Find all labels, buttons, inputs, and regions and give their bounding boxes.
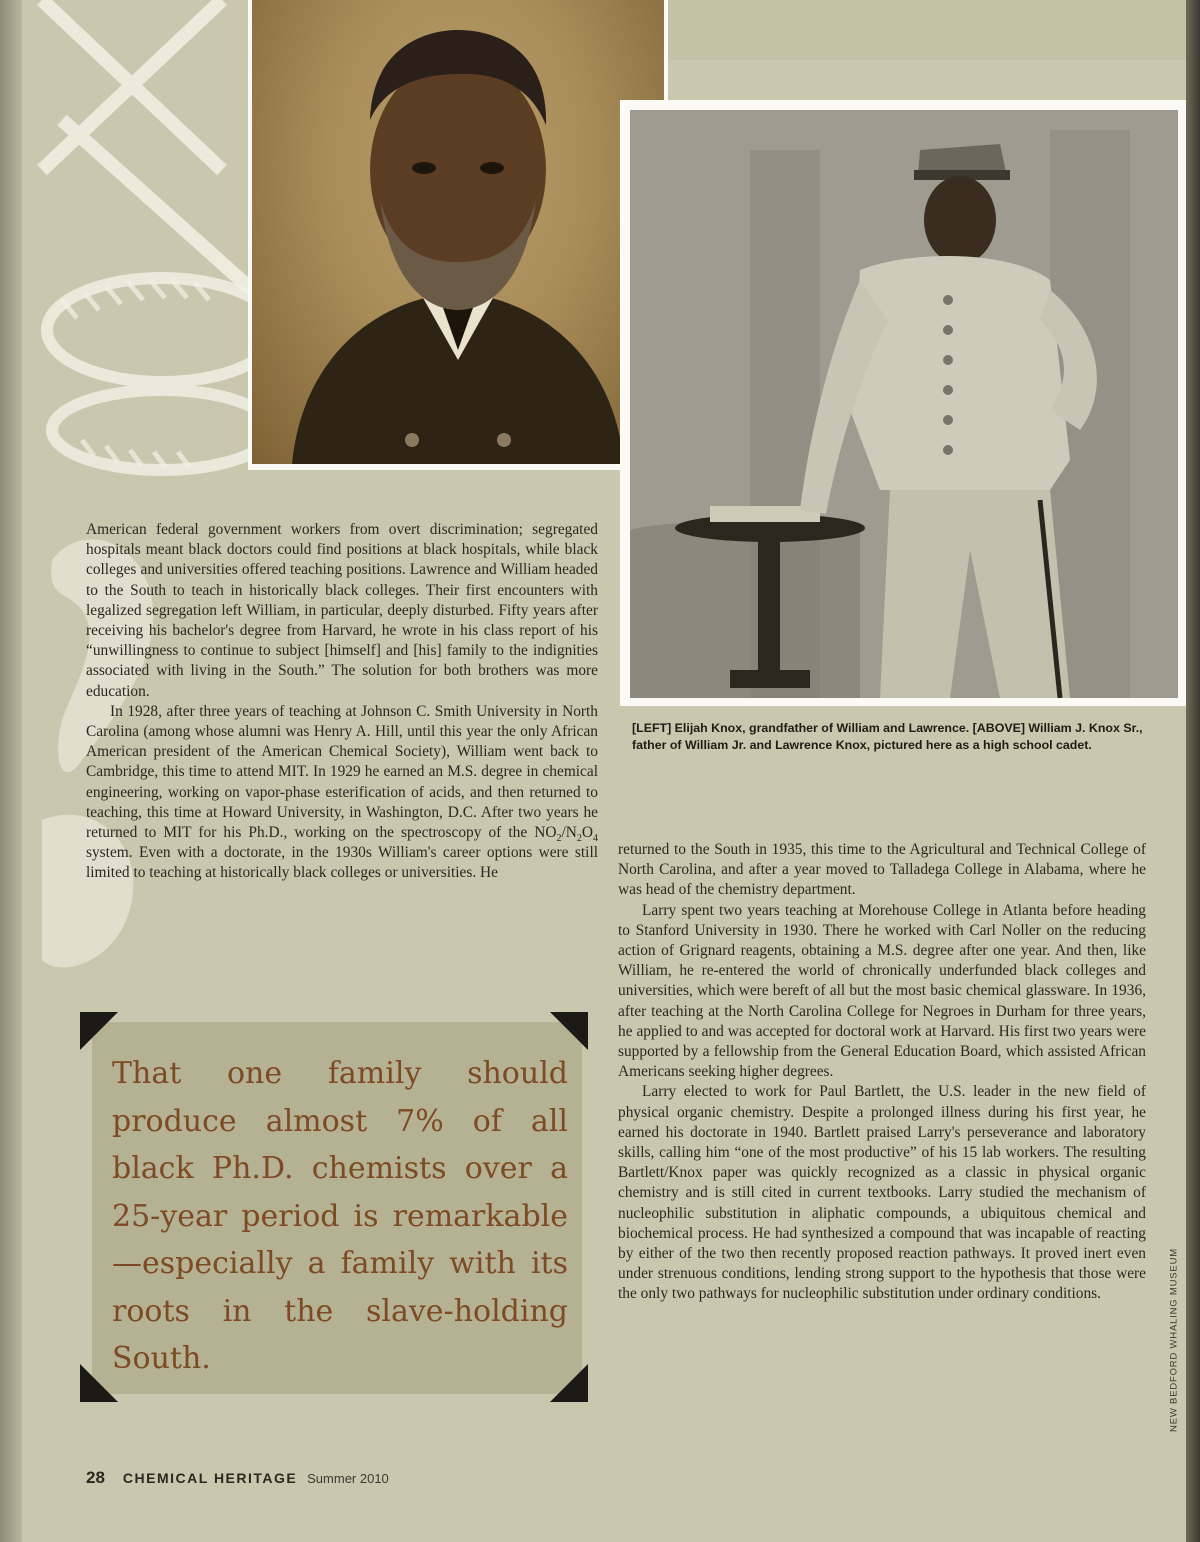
article-paragraph: Larry elected to work for Paul Bartlett, the U.S. leader in the new field of physical organic chemistry. Despite a prolonged illness during his first year, he earned his doctorate in 1940. Bartlett praised Larry's perseverance and laboratory skills, calling him “one of the most productive” of his 15 lab workers. The resulting Bartlett/Knox paper was quickly recognized as a classic in physical organic chemistry and is still cited in current textbooks. Larry studied the mechanism of nucleophilic substitution in aliphatic compounds, a ubiquitous chemical and biochemical process. He had synthesized a compound that was incapable of reacting by either of the two then recently proposed reaction pathways. It proved inert even under strenuous conditions, lending strong support to the hypothesis that those were the only two pathways for nucleophilic substitution under ordinary conditions. xyxy=(618,1083,1146,1303)
decorative-top-strip xyxy=(665,0,1186,60)
article-column-right xyxy=(618,840,1146,1305)
article-paragraph xyxy=(86,702,598,884)
formula-subscript: 2 xyxy=(556,833,562,845)
formula-part: N xyxy=(565,824,577,842)
article-paragraph: American federal government workers from overt discrimination; segregated hospitals meant black doctors could find positions at black hospitals, while black colleges and universities offered teaching positions. Lawrence and William headed to the South to teach in historically black colleges. Their first encounters with legalized segregation left William, in particular, deeply disturbed. Fifty years after receiving his bachelor's degree from Harvard, he wrote in his class report of his “unwillingness to continue to subject [himself] and [his] family to the indignities associated with living in the South.” The solution for both brothers was more education. xyxy=(86,521,598,700)
formula-part: O xyxy=(581,824,593,842)
formula-separator: / xyxy=(561,824,566,842)
formula-subscript: 4 xyxy=(593,833,598,845)
photo-credit-text: NEW BEDFORD WHALING MUSEUM xyxy=(1168,1248,1180,1432)
page-number: 28 xyxy=(86,1468,105,1487)
formula-subscript: 2 xyxy=(576,833,582,845)
portrait-photo-william-knox-sr xyxy=(620,100,1186,706)
chemical-formula xyxy=(534,824,598,845)
photo-credit xyxy=(1144,1220,1200,1460)
photo-caption: [LEFT] Elijah Knox, grandfather of William and Lawrence. [ABOVE] William J. Knox Sr., father of William Jr. and Lawrence Knox, pictured here as a high school cadet. xyxy=(632,721,1143,752)
page-footer xyxy=(86,1468,389,1488)
paragraph-text: system. Even with a doctorate, in the 1930s William's career options were still limited to teaching at historically black colleges or universities. He xyxy=(86,844,598,882)
corner-bracket-icon xyxy=(80,1012,118,1050)
issue-date: Summer 2010 xyxy=(307,1471,389,1486)
portrait-photo-elijah-knox xyxy=(248,0,668,470)
binding-gutter xyxy=(0,0,22,1542)
formula-part: NO xyxy=(534,824,557,842)
cadet-illustration xyxy=(630,110,1178,698)
article-paragraph: returned to the South in 1935, this time to the Agricultural and Technical College of North Carolina, and after a year moved to Talladega College in Alabama, where he was head of the chemistry department. xyxy=(618,841,1146,899)
pull-quote-text: That one family should produce almost 7% of all black Ph.D. chemists over a 25-year period is remarkable—especially a family with its roots in the slave-holding South. xyxy=(112,1056,568,1376)
article-column-left xyxy=(86,520,598,884)
corner-bracket-icon xyxy=(550,1012,588,1050)
article-paragraph: Larry spent two years teaching at Morehouse College in Atlanta before heading to Stanford University in 1930. There he worked with Carl Noller on the reducing action of Grignard reagents, obtaining a M.S. degree after one year. And then, like William, he re-entered the world of chronically underfunded black colleges and universities, which were bereft of all but the most basic chemical glassware. In 1936, after teaching at the North Carolina College for Negroes in Durham for three years, he applied to and was accepted for doctoral work at Harvard. His first two years were supported by a fellowship from the General Education Board, which assisted African Americans seeking higher degrees. xyxy=(618,901,1146,1081)
magazine-title: CHEMICAL HERITAGE xyxy=(122,1470,298,1486)
paragraph-text: In 1928, after three years of teaching at Johnson C. Smith University in North Carolina (among whose alumni was Henry A. Hill, until this year the only African American president of the American Chemical Society), William went back to Cambridge, this time to attend MIT. In 1929 he earned an M.S. degree in chemical engineering, working on vapor-phase esterification of acids, and then returned to teaching, this time at Howard University, in Washington, D.C. After two years he returned to MIT for his Ph.D., working on the spectroscopy of the xyxy=(86,702,598,842)
portrait-illustration xyxy=(252,0,664,464)
